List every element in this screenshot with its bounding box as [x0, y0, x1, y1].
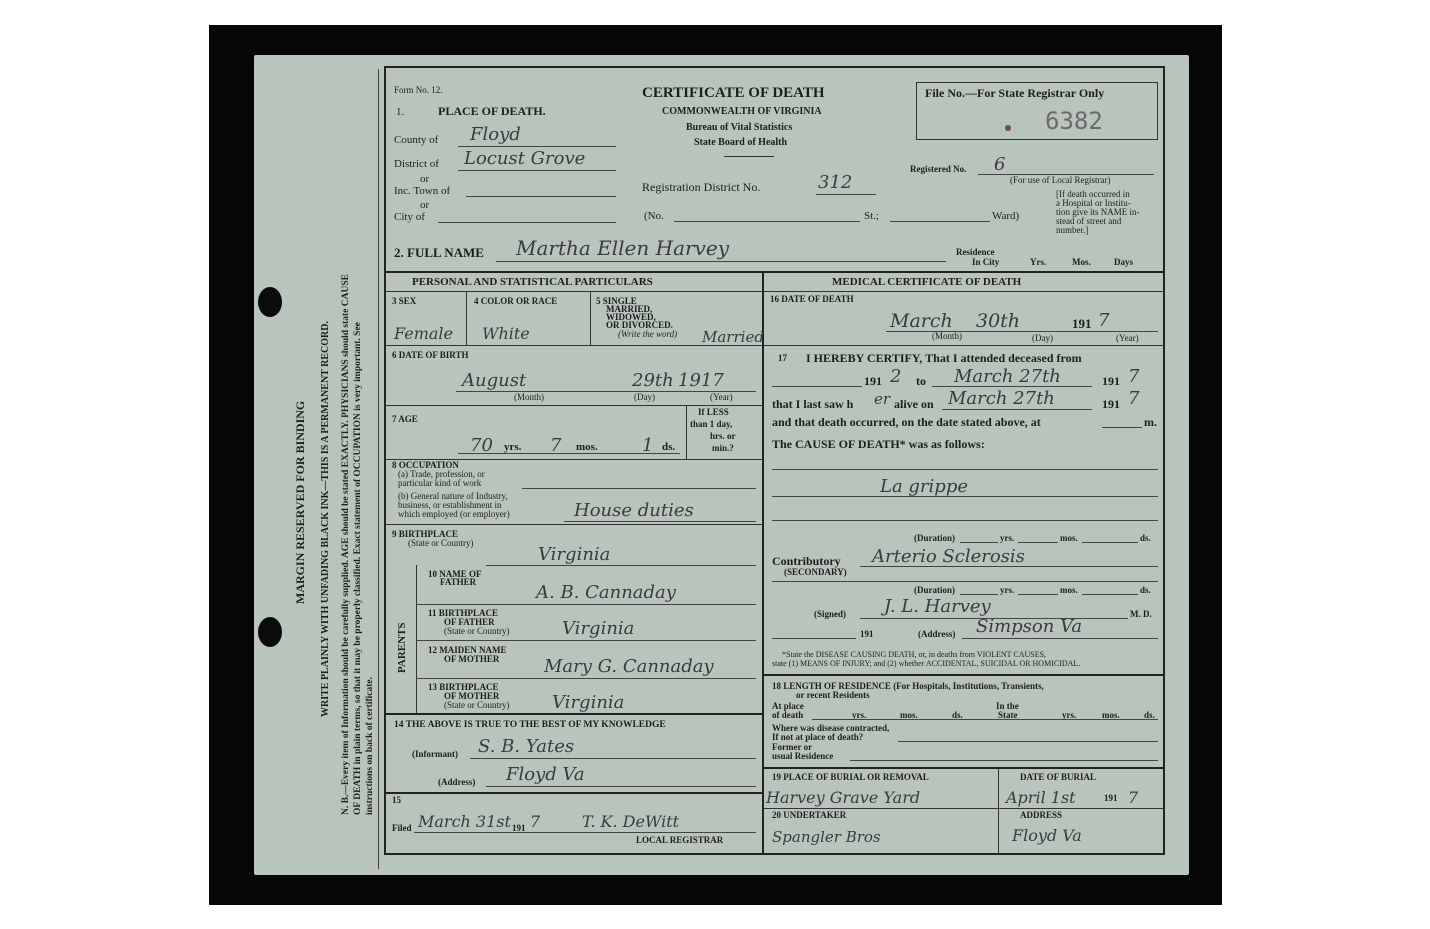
duration-fill-1a [960, 542, 998, 543]
county-label: County of [394, 134, 439, 146]
dob-month-value: August [462, 370, 527, 391]
age-less-4: min.? [712, 443, 734, 453]
file-number-box [916, 82, 1158, 140]
residence-label: Residence [956, 247, 995, 257]
bureau-label: Bureau of Vital Statistics [686, 122, 793, 133]
hospital-note-line5: number.] [1056, 225, 1089, 235]
occupation-a1: (a) Trade, profession, or [398, 469, 485, 479]
burial-date-value: April 1st [1006, 788, 1076, 807]
sign-year-label: 191 [860, 629, 874, 639]
age-label: 7 AGE [392, 414, 418, 424]
registration-district-fill [816, 194, 876, 195]
marital-value: Married [702, 328, 764, 346]
hospital-note-line3: tion give its NAME in- [1056, 207, 1140, 217]
duration-fill-2c [1082, 594, 1138, 595]
in-state-ds: ds. [1144, 710, 1155, 720]
birthplace-note: (State or Country) [408, 538, 474, 548]
to-year-value: 7 [1128, 366, 1140, 387]
filed-label: Filed [392, 823, 412, 833]
occupation-b1: (b) General nature of Industry, [398, 491, 508, 501]
dod-year-prefix: 191 [1072, 316, 1092, 331]
burial-label: 19 PLACE OF BURIAL OR REMOVAL [772, 772, 929, 782]
city-label: City of [394, 211, 425, 223]
length-residence-label-2: or recent Residents [796, 690, 870, 700]
last-saw-date-value: March 27th [948, 388, 1055, 409]
margin-nb-line1: N. B.—Every item of Information should be carefully supplied. AGE should be stated EXACTLY. PHYSICIANS should state CAUSE [341, 274, 351, 815]
to-year-prefix: 191 [1102, 374, 1120, 388]
in-state-mos: mos. [1102, 710, 1120, 720]
item-15-label: 15 [392, 795, 401, 805]
duration-fill-1b [1018, 542, 1058, 543]
marital-label-3: WIDOWED, [606, 312, 656, 322]
father-birthplace-label-3: (State or Country) [444, 626, 510, 636]
occupation-a2: particular kind of work [398, 478, 482, 488]
father-birthplace-label-2: OF FATHER [444, 617, 495, 627]
marital-note: (Write the word) [618, 329, 678, 339]
residence-days-label: Days [1114, 257, 1134, 267]
contributory-label: Contributory [772, 554, 841, 568]
age-days-value: 1 [642, 435, 654, 456]
address-fill [486, 786, 756, 787]
father-label-1: 10 NAME OF [428, 569, 482, 579]
true-label: 14 THE ABOVE IS TRUE TO THE BEST OF MY KNOWLEDGE [394, 720, 666, 730]
father-value: A. B. Cannaday [536, 582, 676, 603]
margin-nb-line2: OF DEATH in plain terms, so that it may be properly classified. Exact statement of OCCUPATION is very important. See [353, 322, 363, 815]
to-label: to [916, 374, 926, 388]
age-less-1: If LESS [698, 407, 729, 417]
occupation-a-fill [522, 488, 756, 489]
former-label-1: Former or [772, 742, 813, 752]
or-label-1: or [420, 173, 430, 185]
duration-ds-2: ds. [1140, 585, 1151, 595]
birthplace-label: 9 BIRTHPLACE [392, 529, 458, 539]
father-birthplace-label-1: 11 BIRTHPLACE [428, 608, 498, 618]
age-less-2: than 1 day, [690, 419, 733, 429]
county-value: Floyd [470, 124, 521, 145]
age-months-label: mos. [576, 441, 598, 453]
last-saw-pronoun: er [874, 390, 891, 408]
age-years-label: yrs. [504, 441, 522, 453]
duration-yrs-1: yrs. [1000, 533, 1015, 543]
file-number: 6382 [1045, 107, 1103, 135]
street-no-fill [674, 221, 860, 222]
age-less-divider [686, 405, 687, 459]
full-name-value: Martha Ellen Harvey [516, 236, 729, 260]
duration-fill-2a [960, 594, 998, 595]
father-birthplace-value: Virginia [562, 618, 635, 639]
contracted-label-2: If not at place of death? [772, 732, 864, 742]
from-fill [772, 386, 862, 387]
at-place-label-2: of death [772, 710, 804, 720]
age-fill [458, 453, 680, 454]
residence-in-city-label: In City [972, 257, 1000, 267]
sign-address-value: Simpson Va [976, 616, 1083, 637]
place-of-death-heading: PLACE OF DEATH. [438, 104, 546, 118]
duration-label-1: (Duration) [914, 533, 955, 543]
row-rule-7 [386, 405, 762, 406]
street-no-label: (No. [644, 210, 664, 222]
undertaker-value: Spangler Bros [772, 828, 881, 846]
burial-year-prefix: 191 [1104, 793, 1118, 803]
father-birthplace-fill [416, 640, 756, 641]
filed-year-value: 7 [530, 812, 541, 831]
dod-day-value: 30th [976, 310, 1021, 332]
contributory-fill [860, 566, 1158, 567]
dod-rule [764, 345, 1163, 346]
residence-mos-label: Mos. [1072, 257, 1091, 267]
mother-birthplace-label-2: OF MOTHER [444, 691, 500, 701]
parents-label: PARENTS [396, 622, 408, 673]
medical-heading-rule [764, 291, 1163, 292]
county-fill-line [458, 146, 616, 147]
item-17-label: 17 [778, 353, 787, 363]
contracted-fill [898, 741, 1158, 742]
address-value: Floyd Va [506, 764, 585, 785]
color-marital-divider [590, 291, 591, 345]
father-fill [416, 604, 756, 605]
dob-year-value: 1917 [678, 370, 724, 391]
sign-date-fill [772, 638, 856, 639]
hospital-note-line1: [If death occurred in [1056, 189, 1130, 199]
registration-district-value: 312 [818, 172, 853, 193]
sex-value: Female [394, 324, 453, 343]
last-saw-alive: alive on [894, 397, 934, 411]
binding-hole-top [258, 287, 282, 317]
column-divider [762, 271, 764, 853]
duration-mos-1: mos. [1060, 533, 1078, 543]
district-label: District of [394, 158, 439, 170]
dod-month-caption: (Month) [932, 331, 962, 341]
marital-label-4: OR DIVORCED. [606, 320, 673, 330]
row-rule-6 [386, 345, 762, 346]
dod-fill [886, 331, 1158, 332]
signed-value: J. L. Harvey [884, 596, 991, 617]
residence-yrs-label: Yrs. [1030, 257, 1047, 267]
item-1-number: 1. [396, 106, 405, 118]
mother-label-1: 12 MAIDEN NAME [428, 645, 507, 655]
occurred-m-label: m. [1144, 415, 1157, 429]
length-residence-label: 18 LENGTH OF RESIDENCE (For Hospitals, Institutions, Transients, [772, 681, 1044, 691]
dob-label: 6 DATE OF BIRTH [392, 350, 469, 360]
marital-label-1: 5 SINGLE [596, 296, 637, 306]
contributory-value: Arterio Sclerosis [872, 546, 1025, 567]
occupation-value: House duties [574, 500, 694, 521]
full-name-fill [496, 261, 946, 262]
former-label-2: usual Residence [772, 751, 834, 761]
inc-town-fill-line [466, 196, 616, 197]
mother-birthplace-value: Virginia [552, 692, 625, 713]
at-place-mos: mos. [900, 710, 918, 720]
registrar-value: T. K. DeWitt [582, 812, 680, 831]
duration-mos-2: mos. [1060, 585, 1078, 595]
dob-month-caption: (Month) [514, 392, 544, 402]
full-name-label: 2. FULL NAME [394, 245, 484, 260]
burial-divider [998, 767, 999, 853]
dod-day-caption: (Day) [1032, 333, 1053, 343]
certificate-card [384, 66, 1165, 855]
at-place-yrs: yrs. [852, 710, 867, 720]
md-label: M. D. [1130, 609, 1152, 619]
cause-value: La grippe [880, 476, 968, 497]
margin-binding-text: MARGIN RESERVED FOR BINDING [293, 400, 307, 604]
burial-value: Harvey Grave Yard [766, 788, 921, 807]
registered-no-value: 6 [994, 154, 1006, 175]
row-rule-15 [386, 792, 762, 794]
personal-heading: PERSONAL AND STATISTICAL PARTICULARS [412, 276, 653, 288]
file-number-dot [1005, 125, 1011, 131]
occurred-fill [1102, 427, 1142, 428]
certificate-title: CERTIFICATE OF DEATH [642, 85, 825, 101]
last-saw-year-prefix: 191 [1102, 397, 1120, 411]
burial-date-label: DATE OF BURIAL [1020, 772, 1097, 782]
cause-note-1: *State the DISEASE CAUSING DEATH, or, in deaths from VIOLENT CAUSES, [782, 650, 1047, 659]
undertaker-address-value: Floyd Va [1012, 826, 1082, 845]
sign-address-label: (Address) [918, 629, 956, 639]
medical-heading: MEDICAL CERTIFICATE OF DEATH [832, 276, 1022, 288]
age-years-value: 70 [470, 435, 493, 456]
last-saw-text: that I last saw h [772, 397, 854, 411]
cause-fill-1 [772, 469, 1158, 470]
margin-nb-line3: instructions on back of certificate. [365, 677, 375, 815]
row-rule-14 [386, 713, 762, 715]
registration-district-label: Registration District No. [642, 180, 761, 194]
parents-divider [416, 565, 417, 713]
dob-day-value: 29th [632, 370, 674, 391]
signed-label: (Signed) [814, 609, 847, 619]
birthplace-value: Virginia [538, 544, 611, 565]
title-rule [724, 156, 774, 157]
duration-yrs-2: yrs. [1000, 585, 1015, 595]
age-months-value: 7 [550, 435, 562, 456]
local-registrar-label: LOCAL REGISTRAR [636, 835, 724, 845]
informant-fill [470, 758, 756, 759]
former-fill [850, 760, 1158, 761]
row-rule-9 [386, 524, 762, 525]
color-label: 4 COLOR OR RACE [474, 296, 558, 306]
duration-label-2: (Duration) [914, 585, 955, 595]
to-fill [932, 386, 1092, 387]
occupation-b3: which employed (or employer) [398, 509, 510, 519]
cause-fill-2 [772, 496, 1158, 497]
mother-fill [416, 678, 756, 679]
age-days-label: ds. [662, 441, 676, 453]
age-less-3: hrs. or [710, 431, 736, 441]
street-st-label: St.; [864, 210, 879, 222]
hospital-note-line4: stead of street and [1056, 216, 1122, 226]
in-state-label-1: In the [996, 701, 1019, 711]
mother-value: Mary G. Cannaday [544, 656, 714, 677]
street-ward-fill [890, 221, 990, 222]
duration-fill-1c [1082, 542, 1138, 543]
commonwealth-label: COMMONWEALTH OF VIRGINIA [662, 106, 822, 117]
inc-town-label: Inc. Town of [394, 185, 451, 197]
margin-line [378, 69, 379, 869]
hospital-note-line2: a Hospital or Institu- [1056, 198, 1131, 208]
undertaker-address-label: ADDRESS [1020, 810, 1063, 820]
father-label-2: FATHER [440, 577, 477, 587]
marital-label-2: MARRIED, [606, 304, 653, 314]
mother-label-2: OF MOTHER [444, 654, 500, 664]
at-place-ds: ds. [952, 710, 963, 720]
at-place-label-1: At place [772, 701, 804, 711]
binding-hole-bottom [258, 617, 282, 647]
certify-text: I HEREBY CERTIFY, That I attended deceased from [806, 351, 1082, 365]
duration-fill-2b [1018, 594, 1058, 595]
from-year-value: 2 [890, 366, 902, 387]
in-state-yrs: yrs. [1062, 710, 1077, 720]
dob-day-caption: (Day) [634, 392, 655, 402]
registered-no-label: Registered No. [910, 164, 967, 174]
row-rule-18 [764, 674, 1163, 676]
row-rule-19 [764, 767, 1163, 769]
from-year-prefix: 191 [864, 374, 882, 388]
dod-month-value: March [890, 310, 953, 332]
occupation-b-fill [564, 521, 756, 522]
dod-label: 16 DATE OF DEATH [770, 294, 854, 304]
color-value: White [482, 324, 530, 343]
contributory-fill-2 [772, 581, 1158, 582]
birthplace-fill [486, 565, 756, 566]
sign-address-fill [962, 638, 1158, 639]
ward-label: Ward) [992, 210, 1020, 222]
mother-birthplace-label-3: (State or Country) [444, 700, 510, 710]
form-number: Form No. 12. [394, 85, 443, 95]
filed-value: March 31st [418, 812, 511, 831]
district-fill-line [458, 170, 616, 171]
dod-year-caption: (Year) [1116, 333, 1139, 343]
burial-rule [764, 808, 1163, 809]
or-label-2: or [420, 199, 430, 211]
file-number-label: File No.—For State Registrar Only [925, 86, 1105, 100]
sex-label: 3 SEX [392, 296, 417, 306]
last-saw-year-value: 7 [1128, 388, 1140, 409]
filed-year-prefix: 191 [512, 823, 526, 833]
to-date-value: March 27th [954, 366, 1061, 387]
cause-fill-3 [772, 520, 1158, 521]
address-label: (Address) [438, 777, 476, 787]
occupation-label: 8 OCCUPATION [392, 460, 459, 470]
residence-fill [812, 719, 1158, 720]
cause-label: The CAUSE OF DEATH* was as follows: [772, 437, 985, 451]
margin-ink-text: WRITE PLAINLY WITH UNFADING BLACK INK—THIS IS A PERMANENT RECORD. [320, 321, 331, 717]
board-label: State Board of Health [694, 137, 788, 148]
informant-label: (Informant) [412, 749, 458, 759]
dob-year-caption: (Year) [710, 392, 733, 402]
last-saw-fill [942, 409, 1092, 410]
occurred-text: and that death occurred, on the date stated above, at [772, 415, 1041, 429]
contracted-label-1: Where was disease contracted, [772, 723, 890, 733]
cause-note-2: state (1) MEANS OF INJURY; and (2) whether ACCIDENTAL, SUICIDAL OR HOMICIDAL. [772, 659, 1081, 668]
city-fill-line [438, 222, 616, 223]
occupation-b2: business, or establishment in [398, 500, 502, 510]
main-divider [386, 271, 1163, 273]
secondary-label: (SECONDARY) [784, 567, 847, 577]
duration-ds-1: ds. [1140, 533, 1151, 543]
undertaker-label: 20 UNDERTAKER [772, 810, 847, 820]
dod-year-value: 7 [1098, 310, 1110, 331]
burial-year-value: 7 [1128, 788, 1139, 807]
personal-heading-rule [386, 291, 762, 292]
district-value: Locust Grove [464, 148, 586, 169]
in-state-label-2: State [998, 710, 1018, 720]
sex-color-divider [466, 291, 467, 345]
informant-value: S. B. Yates [478, 736, 575, 757]
local-registrar-note: (For use of Local Registrar) [1010, 175, 1111, 185]
filed-fill [414, 832, 756, 833]
mother-birthplace-label-1: 13 BIRTHPLACE [428, 682, 499, 692]
